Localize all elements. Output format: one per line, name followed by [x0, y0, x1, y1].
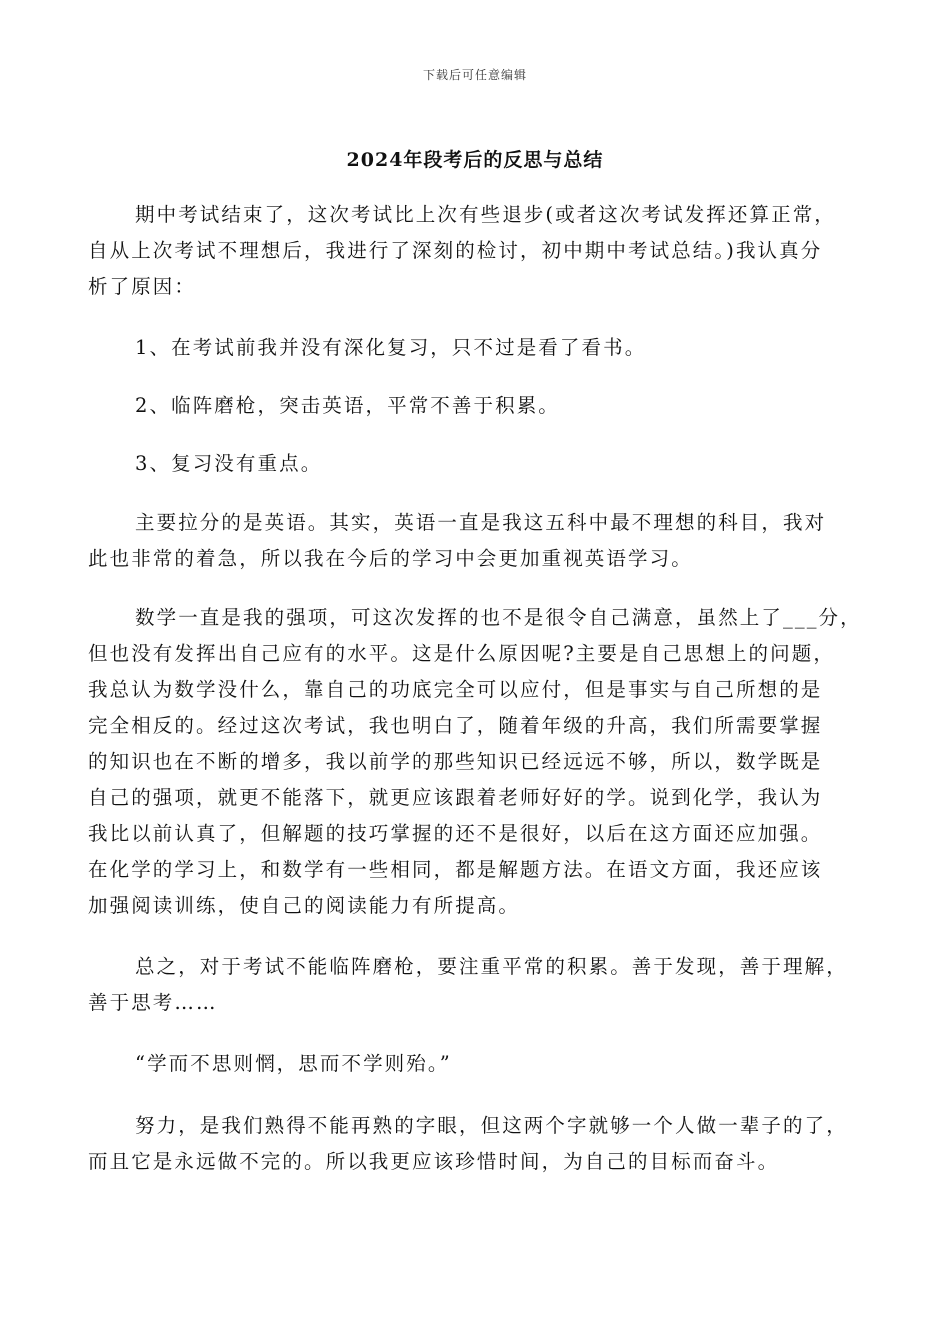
body-line: 在化学的学习上，和数学有一些相同，都是解题方法。在语文方面，我还应该	[88, 858, 823, 881]
body-line: 我总认为数学没什么，靠自己的功底完全可以应付，但是事实与自己所想的是	[88, 678, 823, 701]
body-line: 总之，对于考试不能临阵磨枪，要注重平常的积累。善于发现，善于理解，	[135, 955, 848, 978]
body-line: 但也没有发挥出自己应有的水平。这是什么原因呢?主要是自己思想上的问题，	[88, 642, 835, 665]
body-line: 加强阅读训练，使自己的阅读能力有所提高。	[88, 894, 521, 917]
body-line: 自己的强项，就更不能落下，就更应该跟着老师好好的学。说到化学，我认为	[88, 786, 823, 809]
list-item: 3、复习没有重点。	[135, 452, 323, 475]
body-line: 我比以前认真了，但解题的技巧掌握的还不是很好，以后在这方面还应加强。	[88, 822, 823, 845]
body-line: 完全相反的。经过这次考试，我也明白了，随着年级的升高，我们所需要掌握	[88, 714, 823, 737]
body-line: 此也非常的着急，所以我在今后的学习中会更加重视英语学习。	[88, 547, 693, 570]
body-line: 的知识也在不断的增多，我以前学的那些知识已经远远不够，所以，数学既是	[88, 750, 823, 773]
list-item: 2、临阵磨枪，突击英语，平常不善于积累。	[135, 394, 560, 417]
body-line: 析了原因：	[88, 275, 197, 298]
body-line: 数学一直是我的强项，可这次发挥的也不是很令自己满意，虽然上了___分，	[135, 606, 862, 629]
quote-line: “学而不思则惘，思而不学则殆。”	[135, 1052, 452, 1075]
body-line: 善于思考……	[88, 991, 218, 1014]
body-line: 努力，是我们熟得不能再熟的字眼，但这两个字就够一个人做一辈子的了，	[135, 1114, 848, 1137]
page-header: 下载后可任意编辑	[422, 68, 527, 82]
body-line: 自从上次考试不理想后，我进行了深刻的检讨，初中期中考试总结。)我认真分	[88, 239, 823, 262]
list-item: 1、在考试前我并没有深化复习，只不过是看了看书。	[135, 336, 647, 359]
body-line: 期中考试结束了，这次考试比上次有些退步(或者这次考试发挥还算正常，	[135, 203, 836, 226]
body-line: 主要拉分的是英语。其实，英语一直是我这五科中最不理想的科目，我对	[135, 511, 827, 534]
document-title: 2024年段考后的反思与总结	[346, 149, 604, 171]
body-line: 而且它是永远做不完的。所以我更应该珍惜时间，为自己的目标而奋斗。	[88, 1150, 780, 1173]
